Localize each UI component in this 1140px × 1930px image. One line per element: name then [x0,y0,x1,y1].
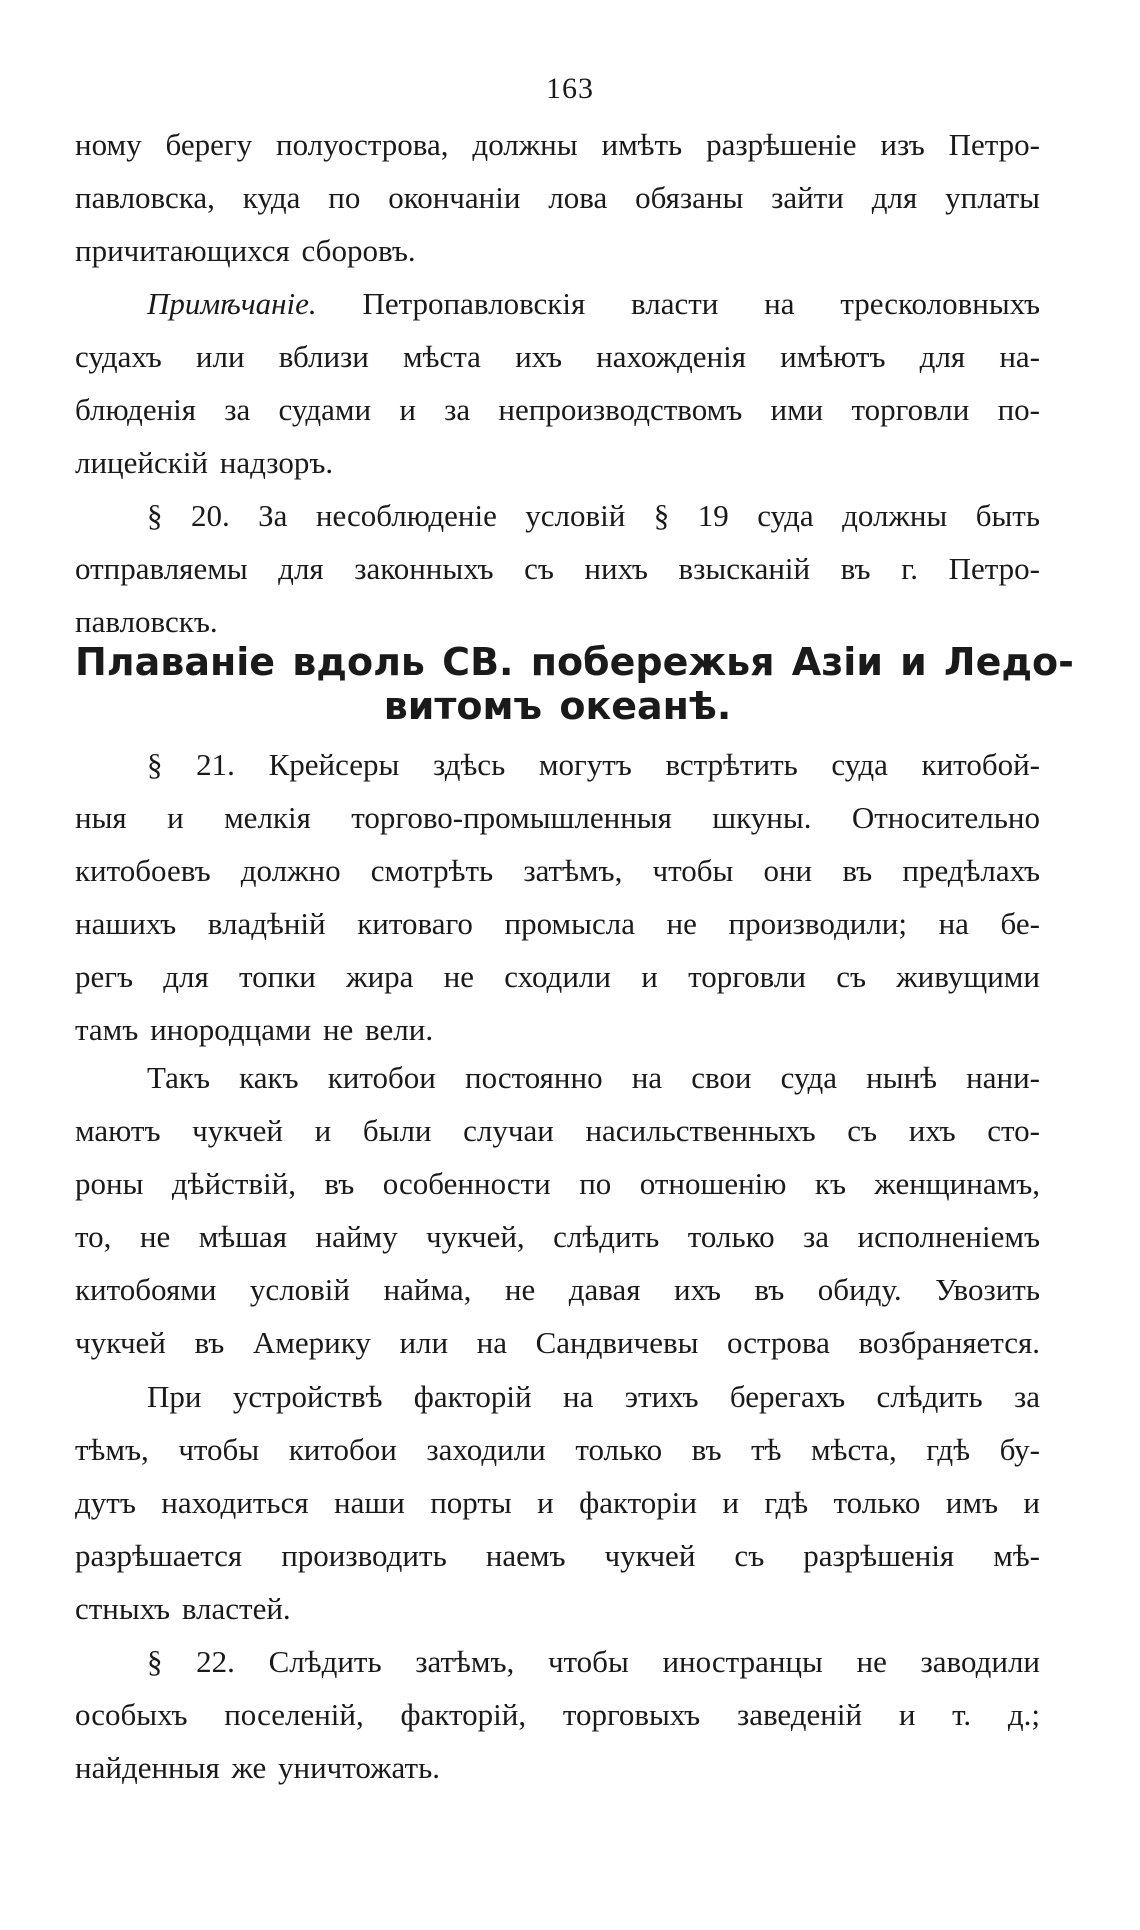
heading-line: витомъ океанѣ. [383,684,732,728]
text-line: лицейскій надзоръ. [75,445,334,480]
text-line: судахъ или вблизи мѣста ихъ нахожденія имѣютъ для на- [75,339,1040,374]
heading-line: Плаваніе вдоль СВ. побережья Азіи и Ледо- [75,640,1074,684]
text-line: то, не мѣшая найму чукчей, слѣдить только за исполненіемъ [75,1219,1040,1254]
text-line: Такъ какъ китобои постоянно на свои суда нынѣ нани- [147,1060,1040,1095]
text-line: отправляемы для законныхъ съ нихъ взысканій въ г. Петро- [75,551,1040,586]
paragraph-note [75,277,1040,489]
paragraph-whalers [75,1051,1040,1369]
paragraph-intro [75,118,1040,277]
text-line: стныхъ властей. [75,1591,291,1626]
text-line: блюденія за судами и за непроизводствомъ ими торговли по- [75,392,1040,427]
text-line: чукчей въ Америку или на Сандвичевы острова возбраняется. [75,1325,1040,1360]
page-number: 163 [546,72,594,105]
paragraph-21 [75,738,1040,1056]
text-line: роны дѣйствій, въ особенности по отношенію къ женщинамъ, [75,1166,1040,1201]
text-line: павловскъ. [75,604,218,639]
text-line: тѣмъ, чтобы китобои заходили только въ тѣ мѣста, гдѣ бу- [75,1432,1040,1467]
text-line: § 20. За несоблюденіе условій § 19 суда должны быть [147,498,1040,533]
text-line: китобоевъ должно смотрѣть затѣмъ, чтобы они въ предѣлахъ [75,853,1040,888]
text-line: особыхъ поселеній, факторій, торговыхъ заведеній и т. д.; [75,1697,1040,1732]
text-line: китобоями условій найма, не давая ихъ въ обиду. Увозить [75,1272,1040,1307]
note-label: Примѣчаніе. [147,286,317,321]
text-line [75,277,1040,330]
text-line: ныя и мелкія торгово-промышленныя шкуны. Относительно [75,800,1040,835]
text-line: причитающихся сборовъ. [75,233,416,268]
text-line: нашихъ владѣній китоваго промысла не производили; на бе- [75,906,1040,941]
text-line: регъ для топки жира не сходили и торговли съ живущими [75,959,1040,994]
text-line: тамъ инородцами не вели. [75,1012,434,1047]
text-line: дутъ находиться наши порты и факторіи и гдѣ только имъ и [75,1485,1040,1520]
text-line: § 22. Слѣдить затѣмъ, чтобы иностранцы не заводили [147,1644,1040,1679]
paragraph-22 [75,1635,1040,1794]
text-line: павловска, куда по окончаніи лова обязаны зайти для уплаты [75,180,1040,215]
text-line: маютъ чукчей и были случаи насильственныхъ съ ихъ сто- [75,1113,1040,1148]
text-line: ному берегу полуострова, должны имѣть разрѣшеніе изъ Петро- [75,127,1040,162]
section-heading [75,640,1074,728]
text-line: При устройствѣ факторій на этихъ берегахъ слѣдить за [147,1379,1040,1414]
note-first-line: Петропавловскія власти на тресколовныхъ [362,286,1041,321]
text-line: найденныя же уничтожать. [75,1750,440,1785]
paragraph-factories [75,1370,1040,1635]
paragraph-20 [75,489,1040,648]
text-line: § 21. Крейсеры здѣсь могутъ встрѣтить суда китобой- [147,747,1040,782]
text-line: разрѣшается производить наемъ чукчей съ разрѣшенія мѣ- [75,1538,1040,1573]
